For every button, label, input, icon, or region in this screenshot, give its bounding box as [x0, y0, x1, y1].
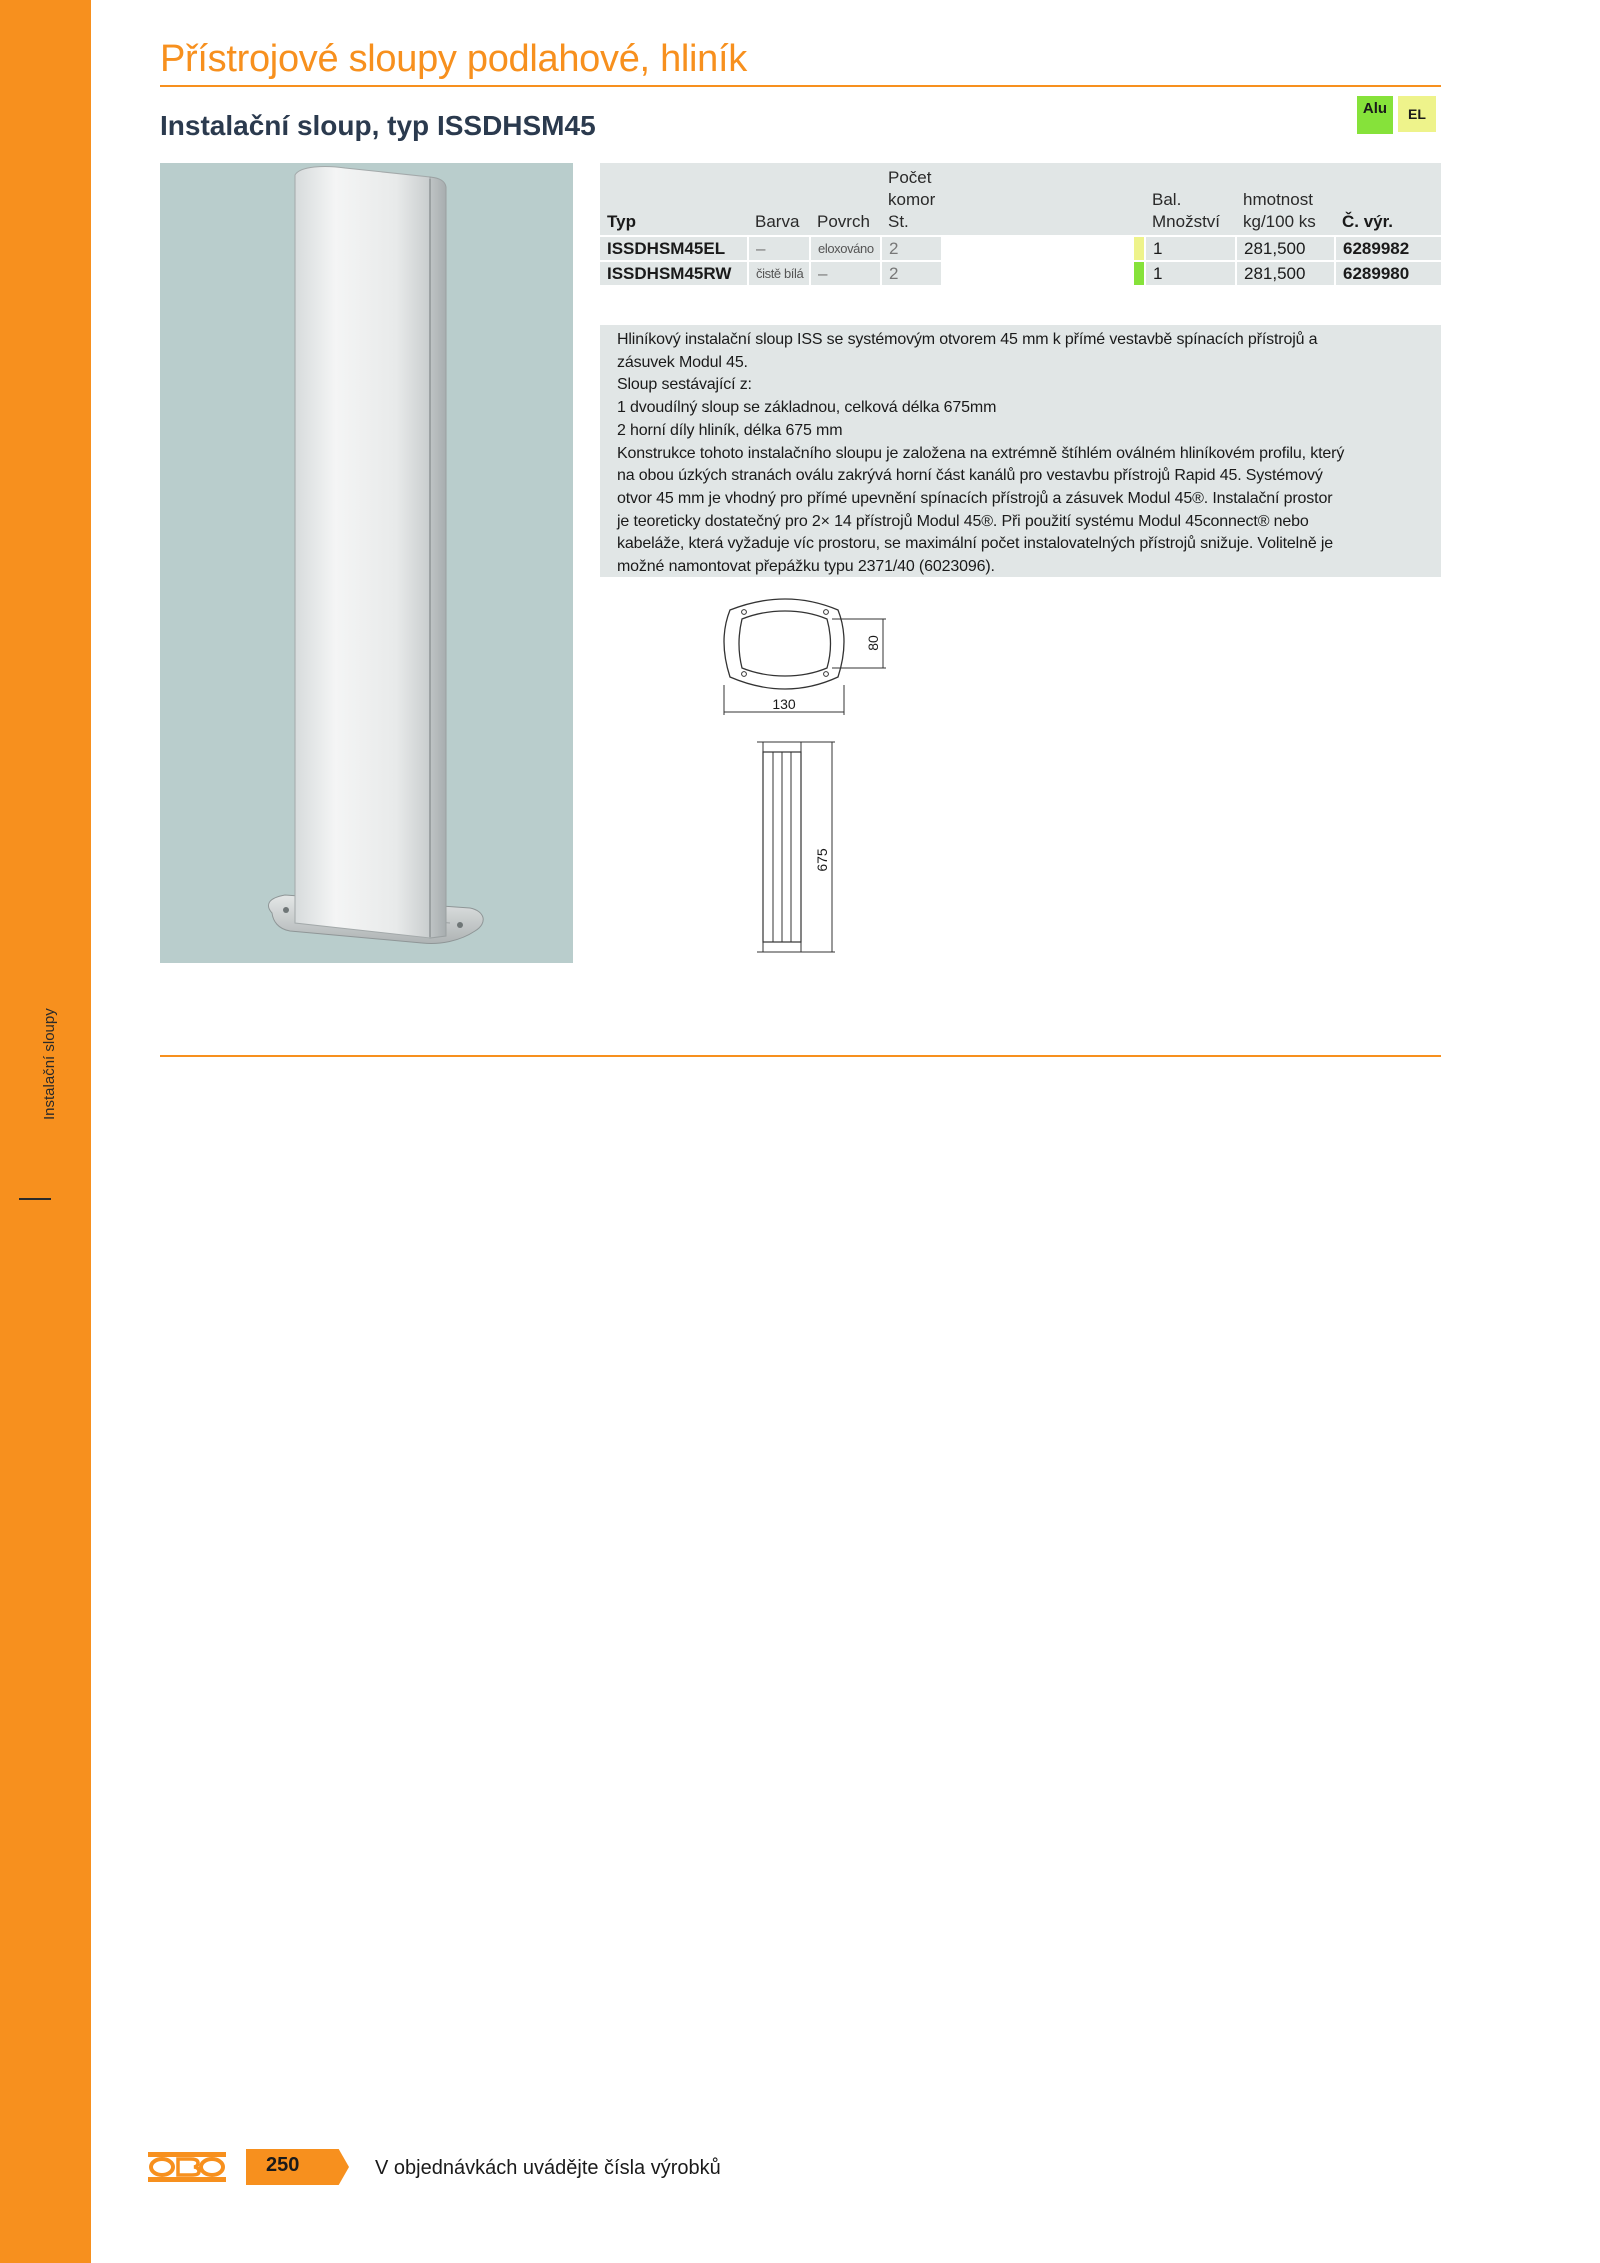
col-swatch [1133, 163, 1145, 236]
sidebar [0, 0, 91, 2263]
col-cislo: Č. výr. [1335, 163, 1441, 236]
cell-color-swatch [1133, 261, 1145, 285]
spec-table [600, 163, 1441, 285]
badge-el: EL [1398, 96, 1436, 132]
col-blank [942, 163, 1133, 236]
description-box [600, 325, 1441, 577]
description-line: zásuvek Modul 45. [617, 353, 748, 371]
cell-blank [942, 261, 1133, 285]
table-header-row [600, 163, 1441, 236]
cell-barva: čistě bílá [748, 261, 810, 285]
description-line: možné namontovat přepážku typu 2371/40 (6023096). [617, 558, 995, 576]
description-line: na obou úzkých stranách oválu zakrývá horní část kanálů pro vestavbu přístrojů Rapid 45. Systémový [617, 467, 1323, 485]
cell-bal: 1 [1145, 236, 1236, 261]
col-hmotnost-line2: kg/100 ks [1243, 212, 1316, 231]
col-barva: Barva [748, 163, 810, 236]
cell-pocet: 2 [881, 261, 942, 285]
description-line: je teoreticky dostatečný pro 2× 14 přístrojů Modul 45®. Při použití systému Modul 45connect® nebo [617, 512, 1309, 530]
cell-barva: – [748, 236, 810, 261]
col-pocet-komor: Počet komor St. [881, 163, 942, 236]
section-heading: Instalační sloup, typ ISSDHSM45 [160, 110, 596, 141]
badge-alu: Alu [1357, 96, 1393, 134]
page-number: 250 [266, 2154, 300, 2176]
col-bal-line1: Bal. [1152, 190, 1182, 209]
cell-povrch: – [810, 261, 881, 285]
cell-blank [942, 236, 1133, 261]
col-typ: Typ [600, 163, 748, 236]
cell-typ: ISSDHSM45RW [600, 261, 748, 285]
col-hmotnost-line1: hmotnost [1243, 190, 1313, 209]
description-line: kabeláže, která vyžaduje víc prostoru, se maximální počet instalovatelných přístrojů snižuje. Volitelně je [617, 535, 1334, 553]
description-line: Konstrukce tohoto instalačního sloupu je založena na extrémně štíhlém oválném hliníkovém profilu, který [617, 444, 1345, 462]
description-line: Hliníkový instalační sloup ISS se systémovým otvorem 45 mm k přímé vestavbě spínacích přístrojů a [617, 331, 1318, 348]
cell-pocet: 2 [881, 236, 942, 261]
description-line: Sloup sestávající z: [617, 376, 752, 394]
cell-color-swatch [1133, 236, 1145, 261]
section-divider [160, 1055, 1441, 1057]
col-bal [1145, 163, 1236, 236]
description-line: otvor 45 mm je vhodný pro přímé upevnění spínacích přístrojů a zásuvek Modul 45®. Instalační prostor [617, 489, 1333, 507]
cell-bal: 1 [1145, 261, 1236, 285]
title-divider [160, 85, 1441, 87]
sidebar-label: Instalační sloupy [41, 1008, 58, 1120]
cell-povrch: eloxováno [810, 236, 881, 261]
cell-hmotnost: 281,500 [1236, 236, 1335, 261]
dim-height-label: 80 [865, 635, 881, 651]
footer-note: V objednávkách uvádějte čísla výrobků [375, 2157, 721, 2179]
dim-width-label: 130 [772, 696, 796, 712]
description-line: 1 dvoudílný sloup se základnou, celková délka 675mm [617, 399, 997, 417]
product-photo [160, 163, 573, 963]
cell-cislo: 6289982 [1335, 236, 1441, 261]
cell-hmotnost: 281,500 [1236, 261, 1335, 285]
page-title: Přístrojové sloupy podlahové, hliník [160, 38, 747, 80]
sidebar-marker [19, 1198, 51, 1200]
side-view-drawing [755, 740, 865, 960]
top-view-drawing [700, 595, 900, 720]
dim-length-label: 675 [814, 848, 830, 872]
table-row [600, 261, 1441, 285]
description-line: 2 horní díly hliník, délka 675 mm [617, 421, 843, 439]
col-povrch: Povrch [810, 163, 881, 236]
table-row [600, 236, 1441, 261]
col-hmotnost [1236, 163, 1335, 236]
cell-typ: ISSDHSM45EL [600, 236, 748, 261]
col-bal-line2: Množství [1152, 212, 1221, 231]
cell-cislo: 6289980 [1335, 261, 1441, 285]
obo-logo [147, 2150, 227, 2184]
